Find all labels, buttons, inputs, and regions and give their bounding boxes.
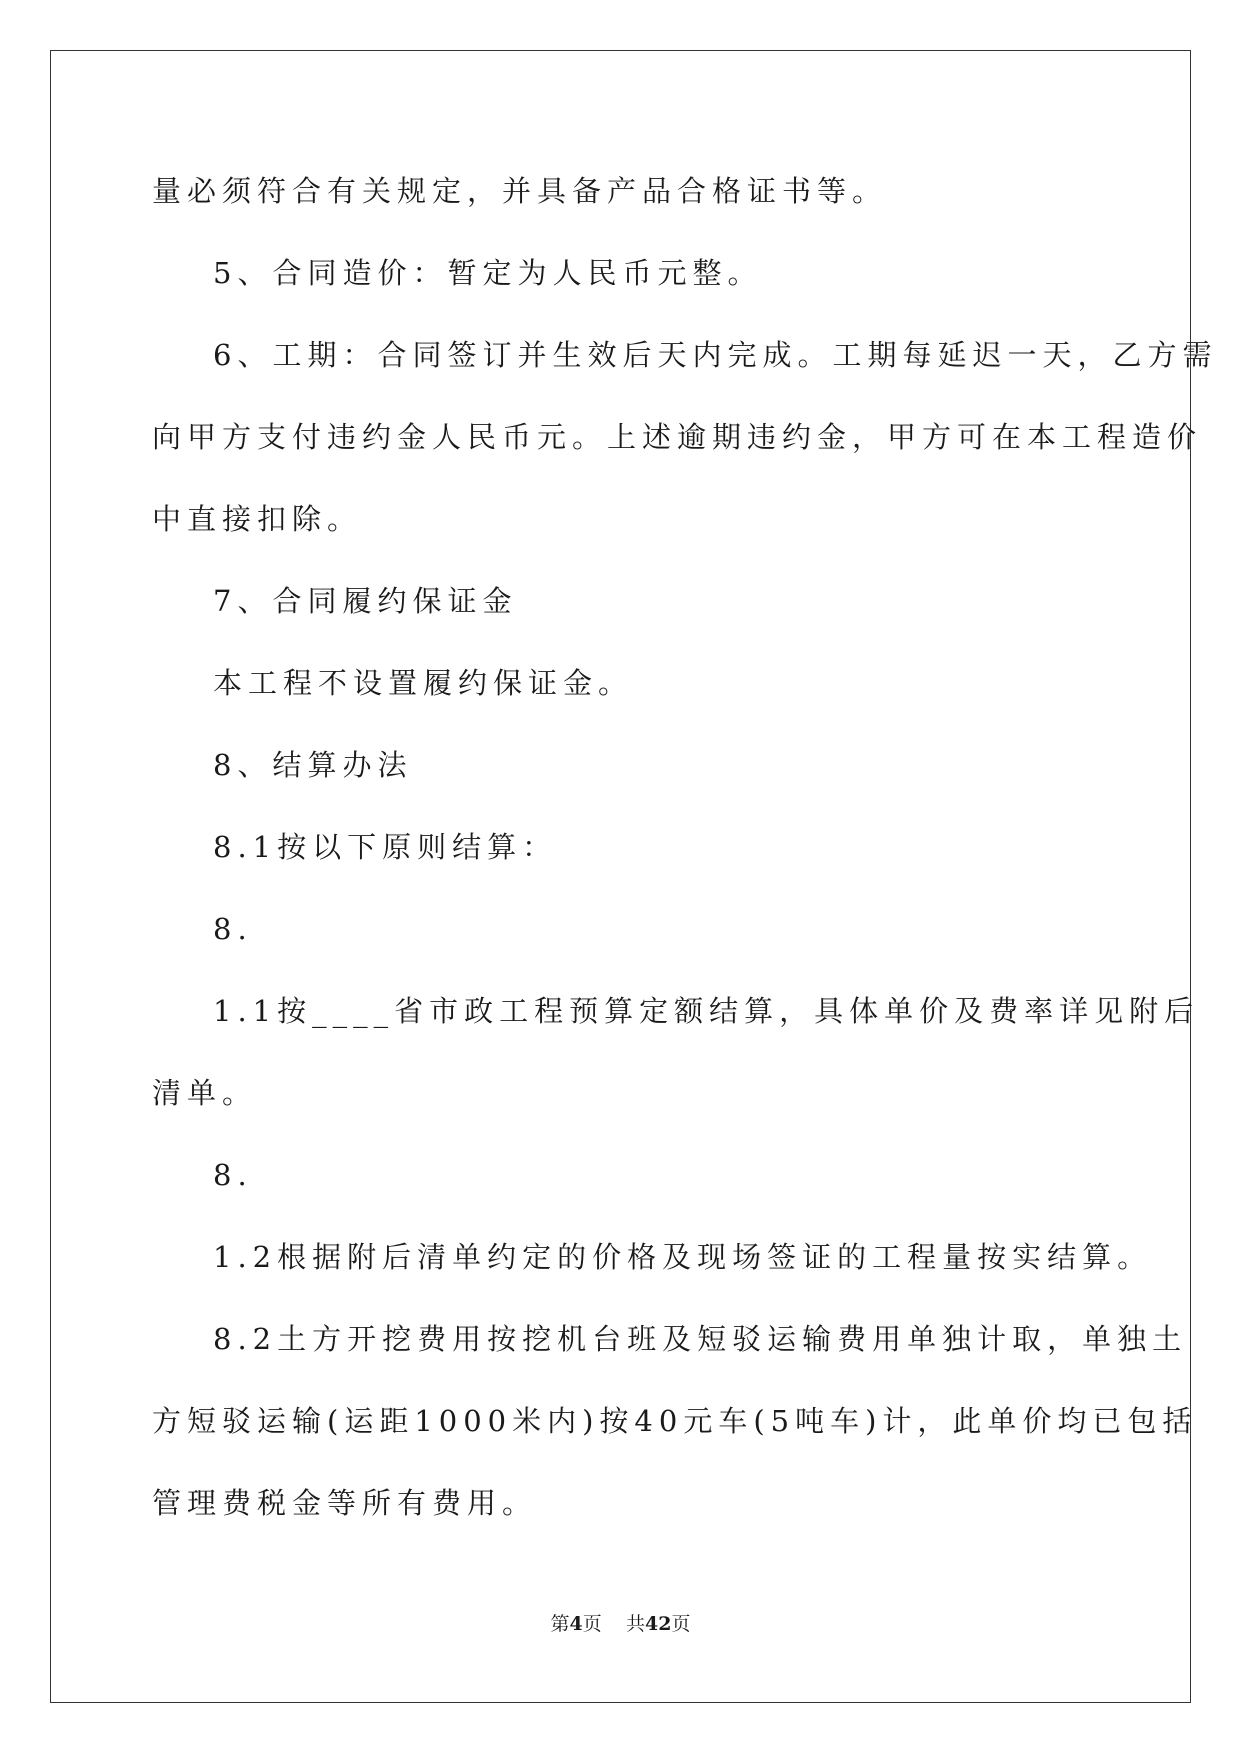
body-line-10: 8. <box>213 912 253 946</box>
body-line-12: 清单。 <box>152 1076 258 1110</box>
total-pages: 42 <box>644 1613 672 1635</box>
body-line-17: 管理费税金等所有费用。 <box>152 1486 538 1520</box>
body-line-6: 7、合同履约保证金 <box>213 584 518 618</box>
body-line-1: 量必须符合有关规定，并具备产品合格证书等。 <box>152 174 888 208</box>
body-line-13: 8. <box>213 1158 253 1192</box>
body-line-4: 向甲方支付违约金人民币元。上述逾期违约金，甲方可在本工程造价 <box>152 420 1203 454</box>
total-suffix: 页 <box>671 1613 691 1635</box>
body-line-14: 1.2根据附后清单约定的价格及现场签证的工程量按实结算。 <box>213 1240 1153 1274</box>
body-line-2: 5、合同造价：暂定为人民币元整。 <box>213 256 763 290</box>
body-line-7: 本工程不设置履约保证金。 <box>213 666 634 700</box>
body-line-5: 中直接扣除。 <box>152 502 363 536</box>
body-line-15: 8.2土方开挖费用按挖机台班及短驳运输费用单独计取，单独土 <box>213 1322 1188 1356</box>
page-number: 4 <box>569 1613 583 1635</box>
total-prefix: 共 <box>625 1613 645 1635</box>
page-footer <box>0 1609 1241 1636</box>
body-line-11: 1.1按____省市政工程预算定额结算，具体单价及费率详见附后 <box>213 994 1200 1028</box>
page-prefix: 第 <box>550 1613 570 1635</box>
body-line-3: 6、工期：合同签订并生效后天内完成。工期每延迟一天，乙方需 <box>213 338 1218 372</box>
page-border <box>50 50 1191 1703</box>
body-line-9: 8.1按以下原则结算： <box>213 830 558 864</box>
page-suffix: 页 <box>582 1613 602 1635</box>
body-line-16: 方短驳运输(运距1000米内)按40元车(5吨车)计，此单价均已包括 <box>152 1404 1198 1438</box>
body-line-8: 8、结算办法 <box>213 748 413 782</box>
